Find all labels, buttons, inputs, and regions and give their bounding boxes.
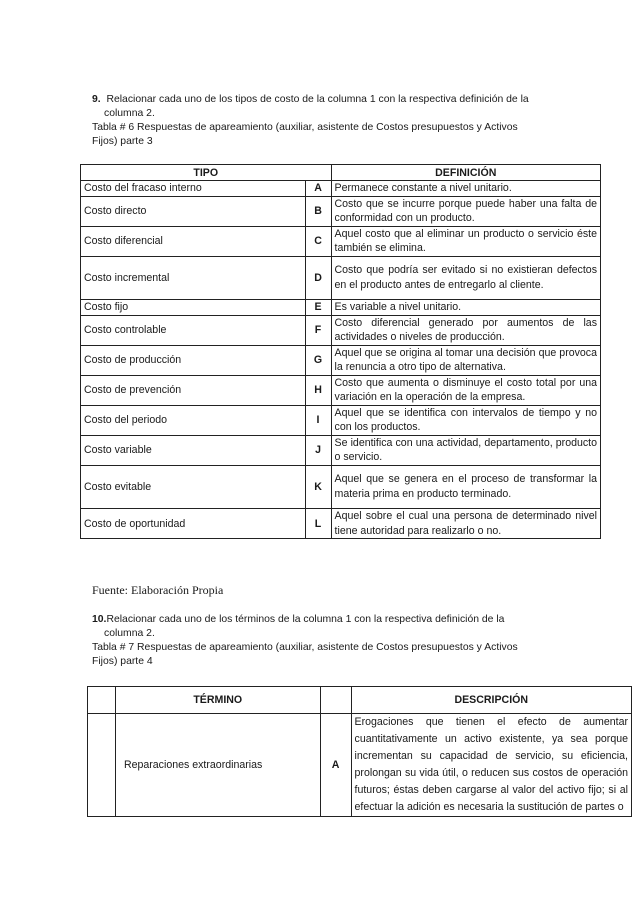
empty-cell — [88, 714, 116, 817]
letter-cell: A — [305, 181, 331, 197]
header-descripcion: DESCRIPCIÓN — [351, 687, 631, 714]
letter-cell: F — [305, 315, 331, 345]
question-9-line2: columna 2. — [104, 108, 155, 119]
tipo-cell: Costo de producción — [81, 345, 306, 375]
table-6-header-row — [81, 165, 601, 181]
header-termino: TÉRMINO — [115, 687, 320, 714]
tipo-cell: Costo del fracaso interno — [81, 181, 306, 197]
definition-cell: Costo que se incurre porque puede haber una falta de conformidad con un producto. — [331, 196, 600, 226]
definition-cell: Permanece constante a nivel unitario. — [331, 181, 600, 197]
table-row — [81, 375, 601, 405]
question-10-text: Relacionar cada uno de los términos de la columna 1 con la respectiva definición de la — [106, 614, 505, 625]
definition-cell: Aquel que se genera en el proceso de transformar la materia prima en producto terminado. — [331, 465, 600, 509]
table-row — [81, 465, 601, 509]
table-row — [81, 405, 601, 435]
header-definicion: DEFINICIÓN — [331, 165, 600, 181]
tipo-cell: Costo evitable — [81, 465, 306, 509]
question-10-number: 10. — [92, 614, 107, 625]
definition-cell: Costo que aumenta o disminuye el costo total por una variación en la operación de la empresa. — [331, 375, 600, 405]
letter-cell: K — [305, 465, 331, 509]
question-9-number: 9. — [92, 94, 101, 105]
definition-cell: Se identifica con una actividad, departamento, producto o servicio. — [331, 435, 600, 465]
termino-cell: Reparaciones extraordinarias — [115, 714, 320, 817]
tipo-cell: Costo diferencial — [81, 226, 306, 256]
table-6-caption-line1: Tabla # 6 Respuestas de apareamiento (auxiliar, asistente de Costos presupuestos y Activos — [92, 122, 518, 133]
header-tipo: TIPO — [81, 165, 332, 181]
table-6 — [80, 164, 601, 539]
table-7-header-row — [88, 687, 632, 714]
definition-cell: Es variable a nivel unitario. — [331, 300, 600, 316]
table-7 — [87, 686, 632, 817]
definition-cell: Aquel sobre el cual una persona de determinado nivel tiene autoridad para realizarlo o no. — [331, 509, 600, 539]
table-row — [81, 256, 601, 300]
tipo-cell: Costo variable — [81, 435, 306, 465]
table-6-caption-line2: Fijos) parte 3 — [92, 136, 153, 147]
definition-cell: Aquel costo que al eliminar un producto o servicio éste también se elimina. — [331, 226, 600, 256]
description-cell: Erogaciones que tienen el efecto de aumentar cuantitativamente un activo existente, ya sea porque incrementan su capacidad de servicio, su eficiencia, prolongan su vida útil, o reducen sus costos de operación futuros; éstas deben cargarse al valor del activo fijo; si al efectuar la adición es necesaria la sustitución de partes o — [351, 714, 631, 817]
letter-cell: C — [305, 226, 331, 256]
question-9-line1 — [92, 93, 529, 107]
tipo-cell: Costo de oportunidad — [81, 509, 306, 539]
source-note: Fuente: Elaboración Propia — [92, 583, 224, 597]
letter-cell: D — [305, 256, 331, 300]
definition-cell: Costo que podría ser evitado si no existieran defectos en el producto antes de entregarlo al cliente. — [331, 256, 600, 300]
letter-cell: I — [305, 405, 331, 435]
question-10-line1 — [92, 613, 504, 627]
letter-cell: H — [305, 375, 331, 405]
letter-cell: A — [320, 714, 351, 817]
definition-cell: Aquel que se origina al tomar una decisión que provoca la renuncia a otro tipo de alternativa. — [331, 345, 600, 375]
tipo-cell: Costo directo — [81, 196, 306, 226]
question-9-text: Relacionar cada uno de los tipos de costo de la columna 1 con la respectiva definición de la — [106, 94, 529, 105]
table-row — [81, 196, 601, 226]
letter-cell: J — [305, 435, 331, 465]
table-7-caption-line2: Fijos) parte 4 — [92, 656, 153, 667]
table-row — [81, 315, 601, 345]
tipo-cell: Costo controlable — [81, 315, 306, 345]
letter-cell: G — [305, 345, 331, 375]
question-10-line2: columna 2. — [104, 628, 155, 639]
tipo-cell: Costo de prevención — [81, 375, 306, 405]
header-empty-cell — [88, 687, 116, 714]
table-row — [88, 714, 632, 817]
tipo-cell: Costo del periodo — [81, 405, 306, 435]
table-row — [81, 509, 601, 539]
header-letter-empty — [320, 687, 351, 714]
letter-cell: E — [305, 300, 331, 316]
definition-cell: Aquel que se identifica con intervalos de tiempo y no con los productos. — [331, 405, 600, 435]
table-row — [81, 181, 601, 197]
table-7-caption-line1: Tabla # 7 Respuestas de apareamiento (auxiliar, asistente de Costos presupuestos y Activos — [92, 642, 518, 653]
table-row — [81, 345, 601, 375]
definition-cell: Costo diferencial generado por aumentos de las actividades o niveles de producción. — [331, 315, 600, 345]
letter-cell: L — [305, 509, 331, 539]
table-row — [81, 435, 601, 465]
tipo-cell: Costo incremental — [81, 256, 306, 300]
tipo-cell: Costo fijo — [81, 300, 306, 316]
letter-cell: B — [305, 196, 331, 226]
table-row — [81, 226, 601, 256]
table-row — [81, 300, 601, 316]
